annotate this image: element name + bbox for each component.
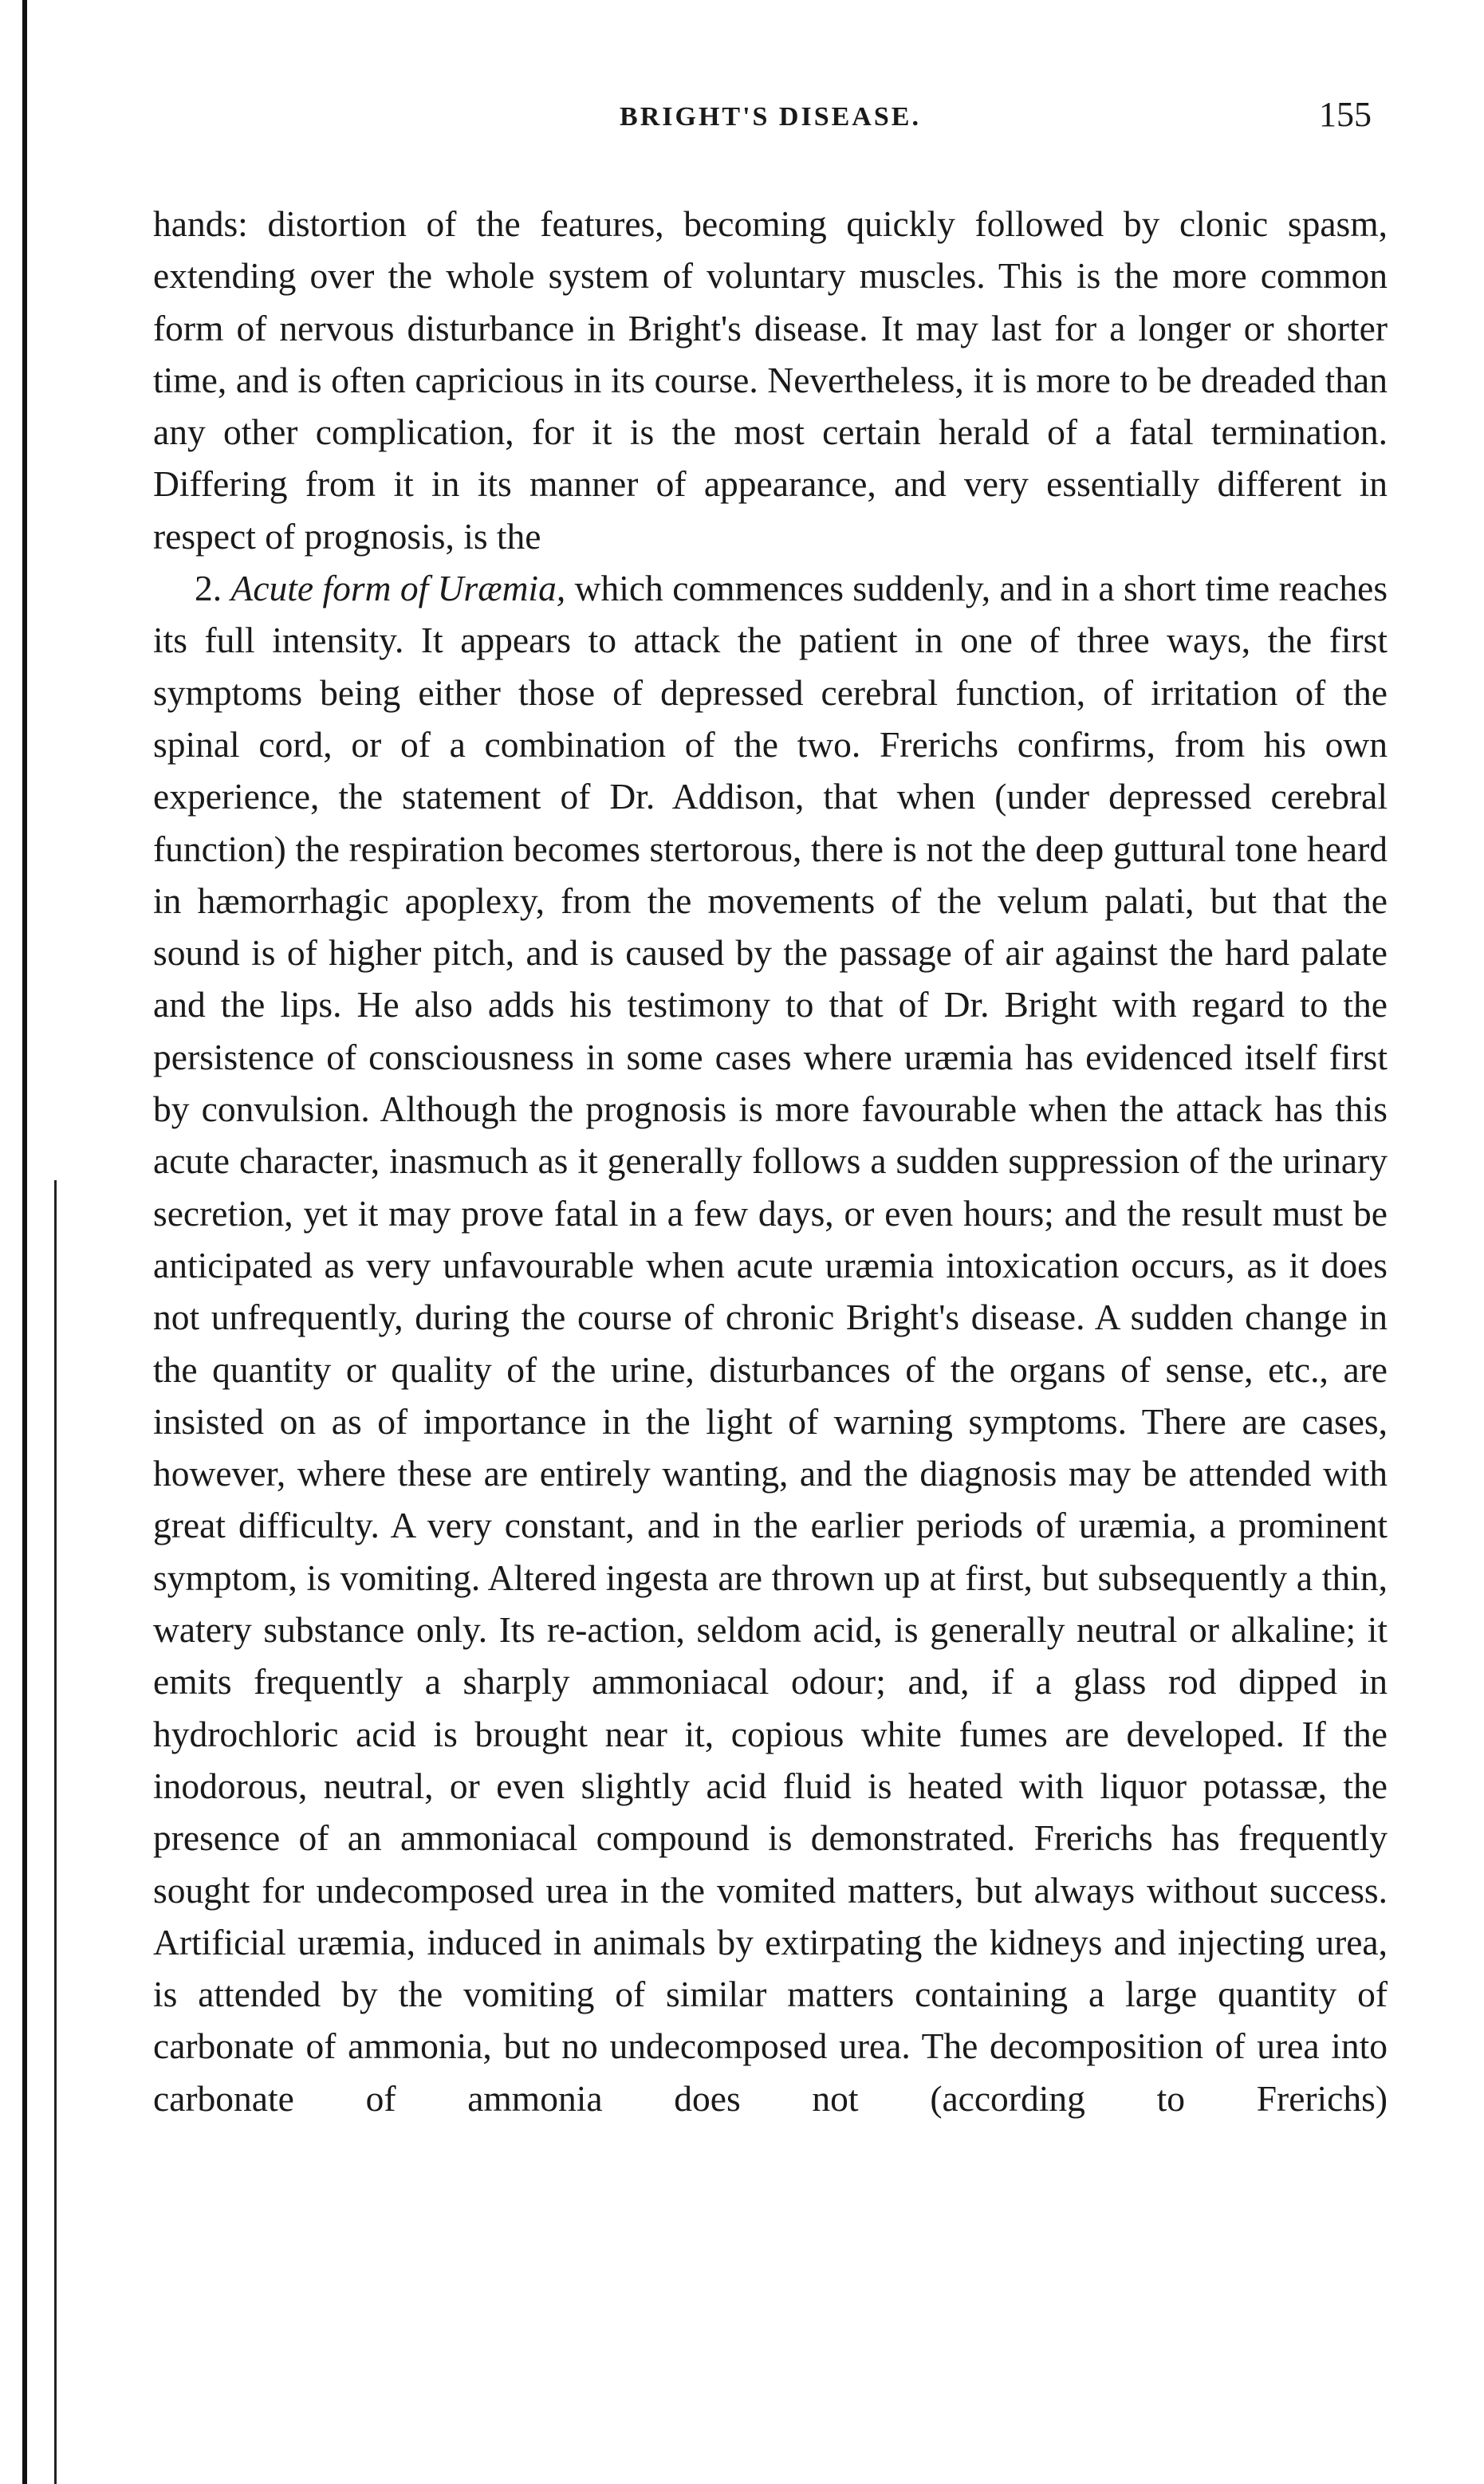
section-number: 2.	[195, 568, 222, 609]
paragraph-continuation	[153, 198, 1388, 562]
paragraph-acute-uraemia	[153, 562, 1388, 2124]
book-page	[153, 94, 1388, 2124]
page-number: 155	[1319, 95, 1372, 134]
page-binding-shadow	[54, 1180, 57, 2484]
page-binding-edge	[22, 0, 27, 2484]
italic-heading: Acute form of Uræmia,	[230, 568, 566, 609]
paragraph-text: hands: distortion of the features, becoming quickly followed by clonic spasm, extending over the whole system of voluntary muscles. This is the more common form of nervous disturbance in Bright's disease. It may last for a longer or shorter time, and is often capricious in its course. Nevertheless, it is more to be dreaded than any other complication, for it is the most certain herald of a fatal termination. Differing from it in its manner of appearance, and very essentially different in respect of prognosis, is the	[153, 203, 1388, 557]
running-title: BRIGHT'S DISEASE.	[620, 102, 921, 132]
body-text	[153, 198, 1388, 2124]
paragraph-text: which commences suddenly, and in a short time reaches its full intensity. It appears to attack the patient in one of three ways, the first symptoms being either those of depressed cerebral function, of irritation of the spinal cord, or of a combination of the two. Frerichs confirms, from his own experience, the statement of Dr. Addison, that when (under depressed cerebral function) the respiration becomes stertorous, there is not the deep guttural tone heard in hæmorrhagic apoplexy, from the movements of the velum palati, but that the sound is of higher pitch, and is caused by the passage of air against the hard palate and the lips. He also adds his testimony to that of Dr. Bright with regard to the persistence of consciousness in some cases where uræmia has evidenced itself first by convulsion. Although the prognosis is more favourable when the attack has this acute character, inasmuch as it generally follows a sudden suppression of the urinary secretion, yet it may prove fatal in a few days, or even hours; and the result must be anticipated as very unfavourable when acute uræmia intoxication occurs, as it does not unfrequently, during the course of chronic Bright's disease. A sudden change in the quantity or quality of the urine, disturbances of the organs of sense, etc., are insisted on as of importance in the light of warning symptoms. There are cases, however, where these are entirely wanting, and the diagnosis may be attended with great difficulty. A very constant, and in the earlier periods of uræmia, a prominent symptom, is vomiting. Altered ingesta are thrown up at first, but subsequently a thin, watery substance only. Its re-action, seldom acid, is generally neutral or alkaline; it emits frequently a sharply ammoniacal odour; and, if a glass rod dipped in hydrochloric acid is brought near it, copious white fumes are developed. If the inodorous, neutral, or even slightly acid fluid is heated with liquor potassæ, the presence of an ammoniacal compound is demonstrated. Frerichs has frequently sought for undecomposed urea in the vomited matters, but always without success. Artificial uræmia, induced in animals by extirpating the kidneys and injecting urea, is attended by the vomiting of similar matters containing a large quantity of carbonate of ammonia, but no undecomposed urea. The decomposition of urea into carbonate of ammonia does not (according to Frerichs)	[153, 568, 1388, 2119]
running-head	[153, 94, 1388, 166]
